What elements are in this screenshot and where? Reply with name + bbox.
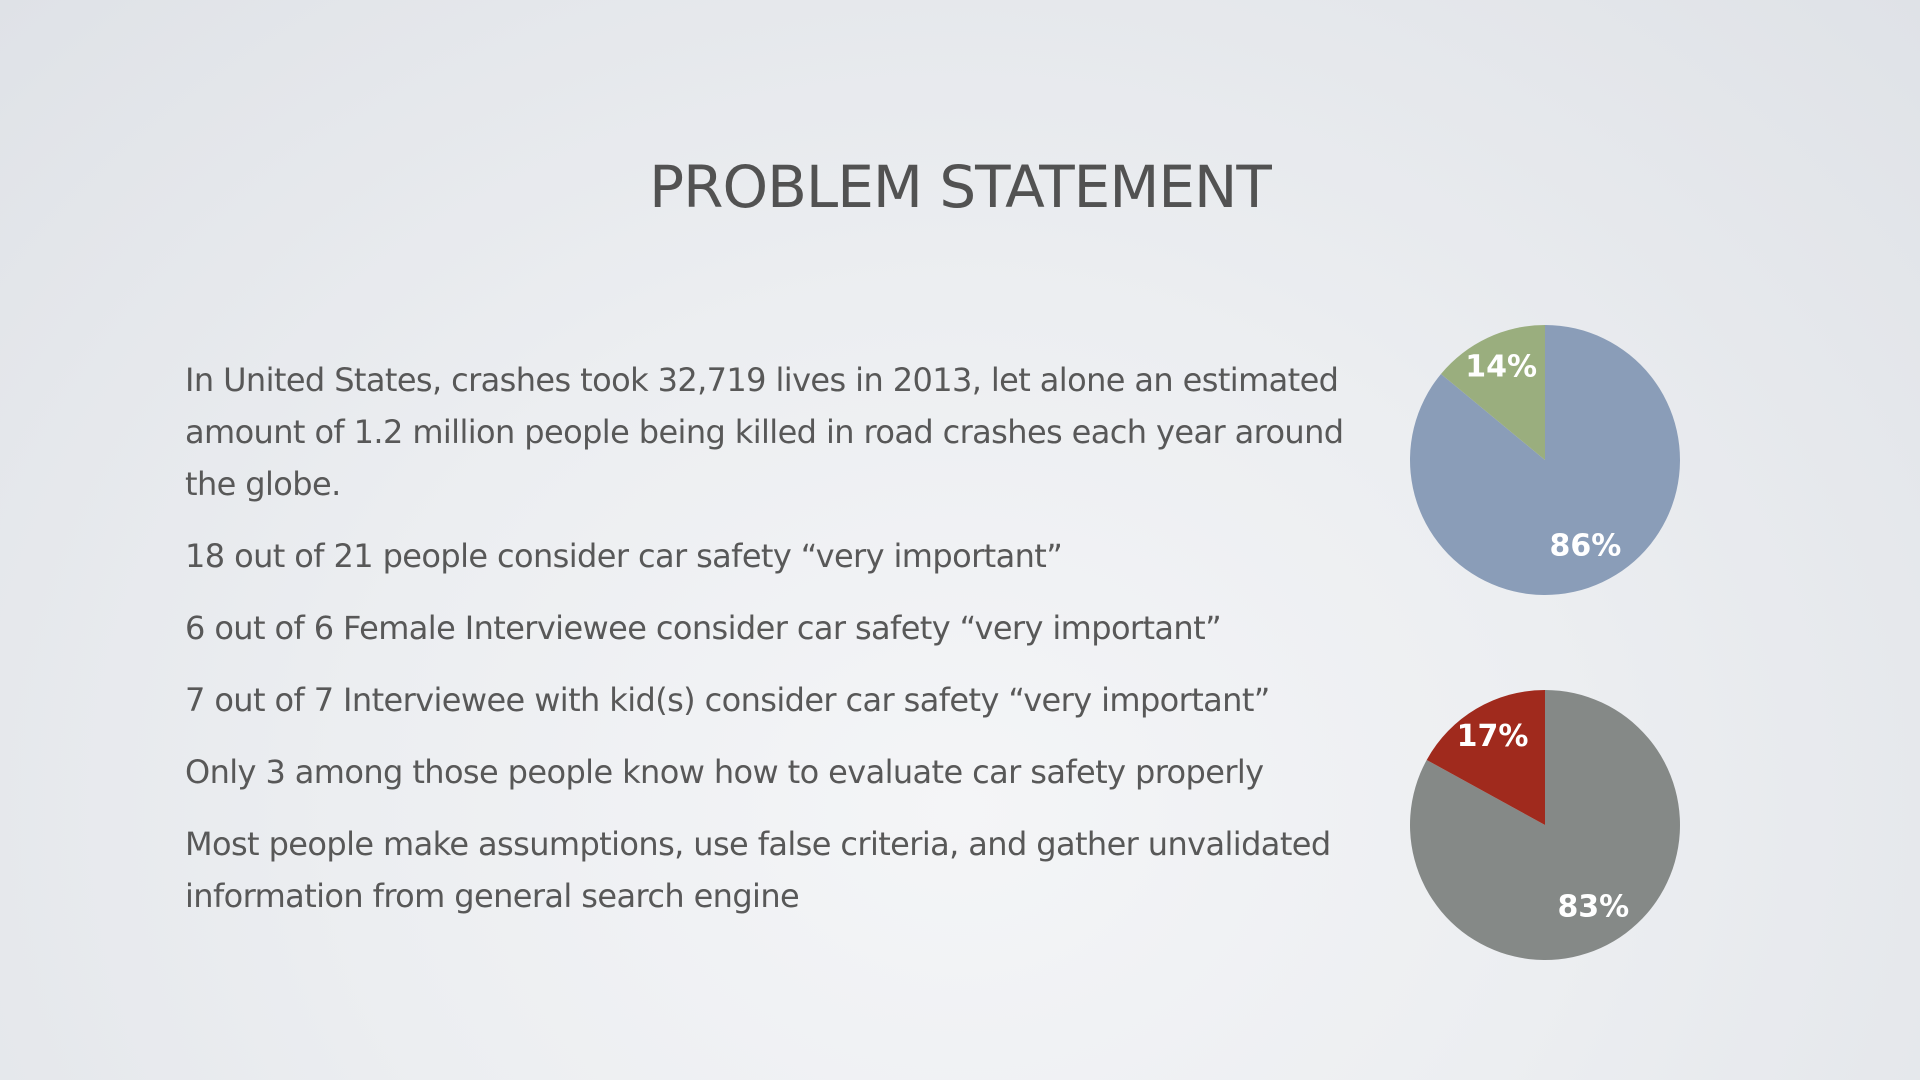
slide-title: PROBLEM STATEMENT bbox=[649, 153, 1271, 221]
pie-chart-safety-evaluation-knowledge bbox=[1400, 680, 1690, 970]
pie-slice-label-0: 86% bbox=[1549, 528, 1622, 564]
bullet-item: In United States, crashes took 32,719 lives in 2013, let alone an estimated amount of 1.2 million people being killed in road crashes each year around the globe. bbox=[185, 361, 1344, 503]
bullet-item: Most people make assumptions, use false criteria, and gather unvalidated information from general search engine bbox=[185, 825, 1331, 915]
pie-slice-label-1: 14% bbox=[1465, 349, 1538, 385]
bullet-item: 7 out of 7 Interviewee with kid(s) consider car safety “very important” bbox=[185, 681, 1270, 719]
pie-slice-label-0: 83% bbox=[1557, 889, 1630, 925]
bullet-item: 18 out of 21 people consider car safety “very important” bbox=[185, 537, 1063, 575]
pie-slice-label-1: 17% bbox=[1456, 718, 1529, 754]
pie-chart-car-safety-importance bbox=[1400, 315, 1690, 605]
bullet-item: Only 3 among those people know how to evaluate car safety properly bbox=[185, 753, 1264, 791]
bullet-item: 6 out of 6 Female Interviewee consider car safety “very important” bbox=[185, 609, 1222, 647]
bullet-list bbox=[185, 354, 1345, 942]
